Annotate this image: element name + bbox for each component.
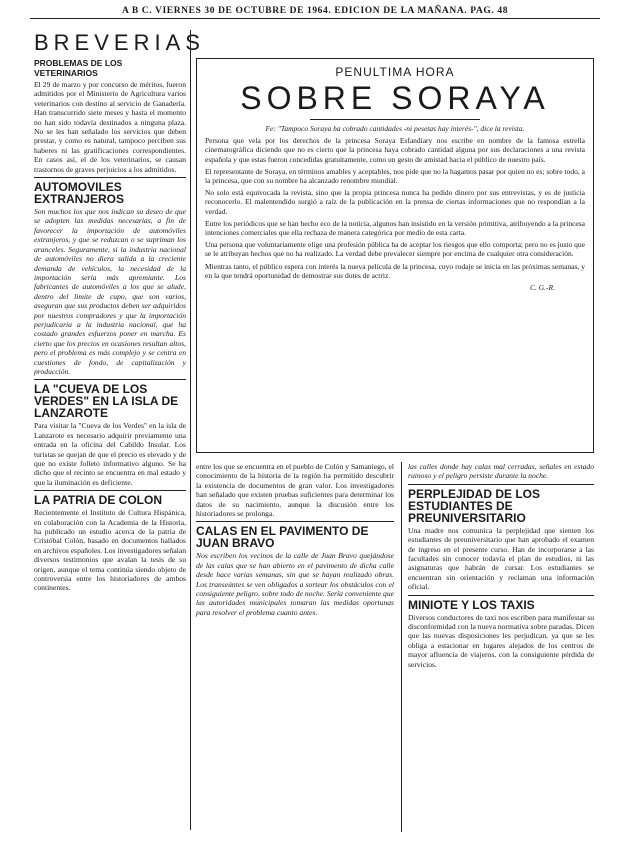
article-title: MINIOTE Y LOS TAXIS <box>408 597 535 612</box>
box-paragraph: Una persona que voluntariamente elige una profesión pública ha de aceptar los riesgos que ello comporta; pero no es justo que se le atribuyan hechos que no ha realizado. La verdad debe prevalecer siempre por encima de cualquier otra consideración. <box>205 240 585 259</box>
right-column <box>408 462 594 834</box>
article-text: El 29 de marzo y por concurso de méritos, fueron admitidos por el Ministerio de Agricultura varios veterinarios con destino al servicio de Ganadería. Han transcurrido siete meses y hasta el momento no han sido todavía destinados a ninguna plaza. No se les han señalado los servicios que deben prestar, y como es natural, tampoco perciben sus haberes ni las gratificaciones correspondientes. En casos así, el de los veterinarios, se causan trastornos de graves perjuicios a los admitidos. <box>34 80 186 174</box>
article-text: Para visitar la "Cueva de los Verdes" en la isla de Lanzarote es necesario adquirir previamente una entrada en la oficina del Cabildo Insular. Los turistas se quejan de que el precio es elevado y de que no existe folleto informativo alguno. Se ha dicho que el recinto se encuentra en mal estado y que la iluminación es deficiente. <box>34 421 186 487</box>
feature-box <box>196 58 594 453</box>
section-title: BREVERIAS <box>34 30 205 55</box>
article-title: PERPLEJIDAD DE LOS ESTUDIANTES DE PREUNIVERSITARIO <box>408 486 541 525</box>
box-intro: Fe: "Tampoco Soraya ha cobrado cantidades -ni pesetas hay interés-", dice la revista. <box>265 124 525 133</box>
article-text: Recientemente el Instituto de Cultura Hispánica, en colaboración con la Academia de la Historia, ha publicado un estudio acerca de la patria de Cristóbal Colón, basado en documentos hallados en archivos españoles. Los investigadores señalan diversos testimonios que avalan la tesis de su origen, aunque el tema continúa siendo objeto de controversia entre los historiadores de ambos continentes. <box>34 508 186 593</box>
divider <box>196 521 394 522</box>
article-text: entre los que se encuentra en el pueblo de Colón y Samaniego, el conocimiento de la historia de la región ha permitido descubrir la existencia de documentos de gran valor. Los investigadores han señalado que existen pruebas suficientes para determinar los datos de su nacimiento, aunque la discusión entre los historiadores se prolonga. <box>196 462 394 519</box>
article-text: Nos escriben los vecinos de la calle de Juan Bravo quejándose de las calas que se han abierto en el pavimento de dicha calle desde hace varias semanas, sin que se hayan realizado obras. Los transeúntes se ven obligados a sortear los obstáculos con el consiguiente peligro, sobre todo de noche. Sería conveniente que las autoridades municipales tomaran las medidas oportunas para resolver el problema cuanto antes. <box>196 551 394 617</box>
box-paragraph: Mientras tanto, el público espera con interés la nueva película de la princesa, cuyo rodaje se inicia en las próximas semanas, y en la que tendrá oportunidad de demostrar sus dotes de actriz. <box>205 261 585 280</box>
box-paragraph: Persona que vela por los derechos de la princesa Soraya Esfandiary nos escribe en nombre de la famosa estrella cinematográfica diciendo que no es cierto que la princesa haya cobrado cantidad alguna por sus declaraciones a una revista española y que estas fueron concedidas gratuitamente, como un gesto de amistad hacia el público de nuestro país. <box>205 136 585 164</box>
divider <box>408 595 594 596</box>
article-text: las calles donde hay calas mal cerradas, señales en estado ruinoso y el peligro persiste durante la noche. <box>408 462 594 481</box>
divider <box>34 490 186 491</box>
middle-column <box>196 462 394 834</box>
article-text: Diversos conductores de taxi nos escriben para manifestar su disconformidad con la nueva normativa sobre paradas. Dicen que las nuevas disposiciones les perjudican, ya que se les obliga a estacionar en lugares alejados de los centros de mayor afluencia de viajeros, con la consiguiente pérdida de servicios. <box>408 612 594 669</box>
article-title: LA "CUEVA DE LOS VERDES" EN LA ISLA DE LANZAROTE <box>34 382 179 421</box>
box-kicker: PENULTIMA HORA <box>335 65 455 79</box>
article-title: PROBLEMAS DE LOS VETERINARIOS <box>34 58 123 78</box>
title-rule <box>310 119 480 120</box>
divider <box>408 484 594 485</box>
box-paragraph: Entre los periódicos que se han hecho eco de la noticia, algunos han insistido en la versión primitiva, atribuyendo a la princesa intenciones comerciales que ella rechaza de manera categórica por medio de esta carta. <box>205 218 585 238</box>
column-divider <box>401 462 402 832</box>
article-text: Una madre nos comunica la perplejidad que sienten los estudiantes de preuniversitario que han aprobado el examen de ingreso en el presente curso. Han de incorporarse a las facultades sin conocer todavía el plan de estudios, ni las asignaturas que habrán de cursar. Los estudiantes se encuentran sin orientación y reclaman una información oficial. <box>408 525 594 592</box>
divider <box>34 379 186 380</box>
article-title: LA PATRIA DE COLON <box>34 493 162 508</box>
article-title: CALAS EN EL PAVIMENTO DE JUAN BRAVO <box>196 524 369 551</box>
left-column <box>34 30 205 835</box>
masthead: A B C. VIERNES 30 DE OCTUBRE DE 1964. EDICION DE LA MAÑANA. PAG. 48 <box>30 6 600 19</box>
divider <box>34 177 186 178</box>
box-paragraph: No solo está equivocada la revista, sino que la propia princesa nunca ha pedido dinero por sus entrevistas, y es de justicia reconocerlo. El malentendido surgió a raíz de la publicación en la prensa de ciertas informaciones que no respondían a la verdad. <box>205 188 585 216</box>
box-paragraph: El representante de Soraya, en términos amables y aceptables, nos pide que no la hagamos pasar por quien no es; sobre todo, a la princesa, que con su nombre ha alcanzado renombre mundial. <box>205 166 585 186</box>
article-title: AUTOMOVILES EXTRANJEROS <box>34 180 125 207</box>
box-title: SOBRE SORAYA <box>240 80 550 116</box>
column-divider <box>190 30 191 830</box>
box-signature: C. G.-R. <box>530 283 555 293</box>
article-text: Son muchos los que nos indican su deseo de que se adopten las medidas necesarias, a fin de favorecer la importación de automóviles extranjeros, y que se reduzcan o se supriman los aranceles. Seguramente, si la industria nacional de automóviles no diera salida a la creciente demanda de vehículos, la necesidad de la importación sería más apremiante. Los fabricantes de automóviles a los que se alude, dentro del limite de cupo, que son varios, aseguran que sus productos deben ser adquiridos por nuestros compradores y que la importación perjudicaría a la industria nacional, que ha costado grandes esfuerzos poner en marcha. Es cierto que los precios en ocasiones resultan altos, pero el problema es más complejo y se centra en cuestiones de fondo, de capitalización y producción. <box>34 207 186 376</box>
